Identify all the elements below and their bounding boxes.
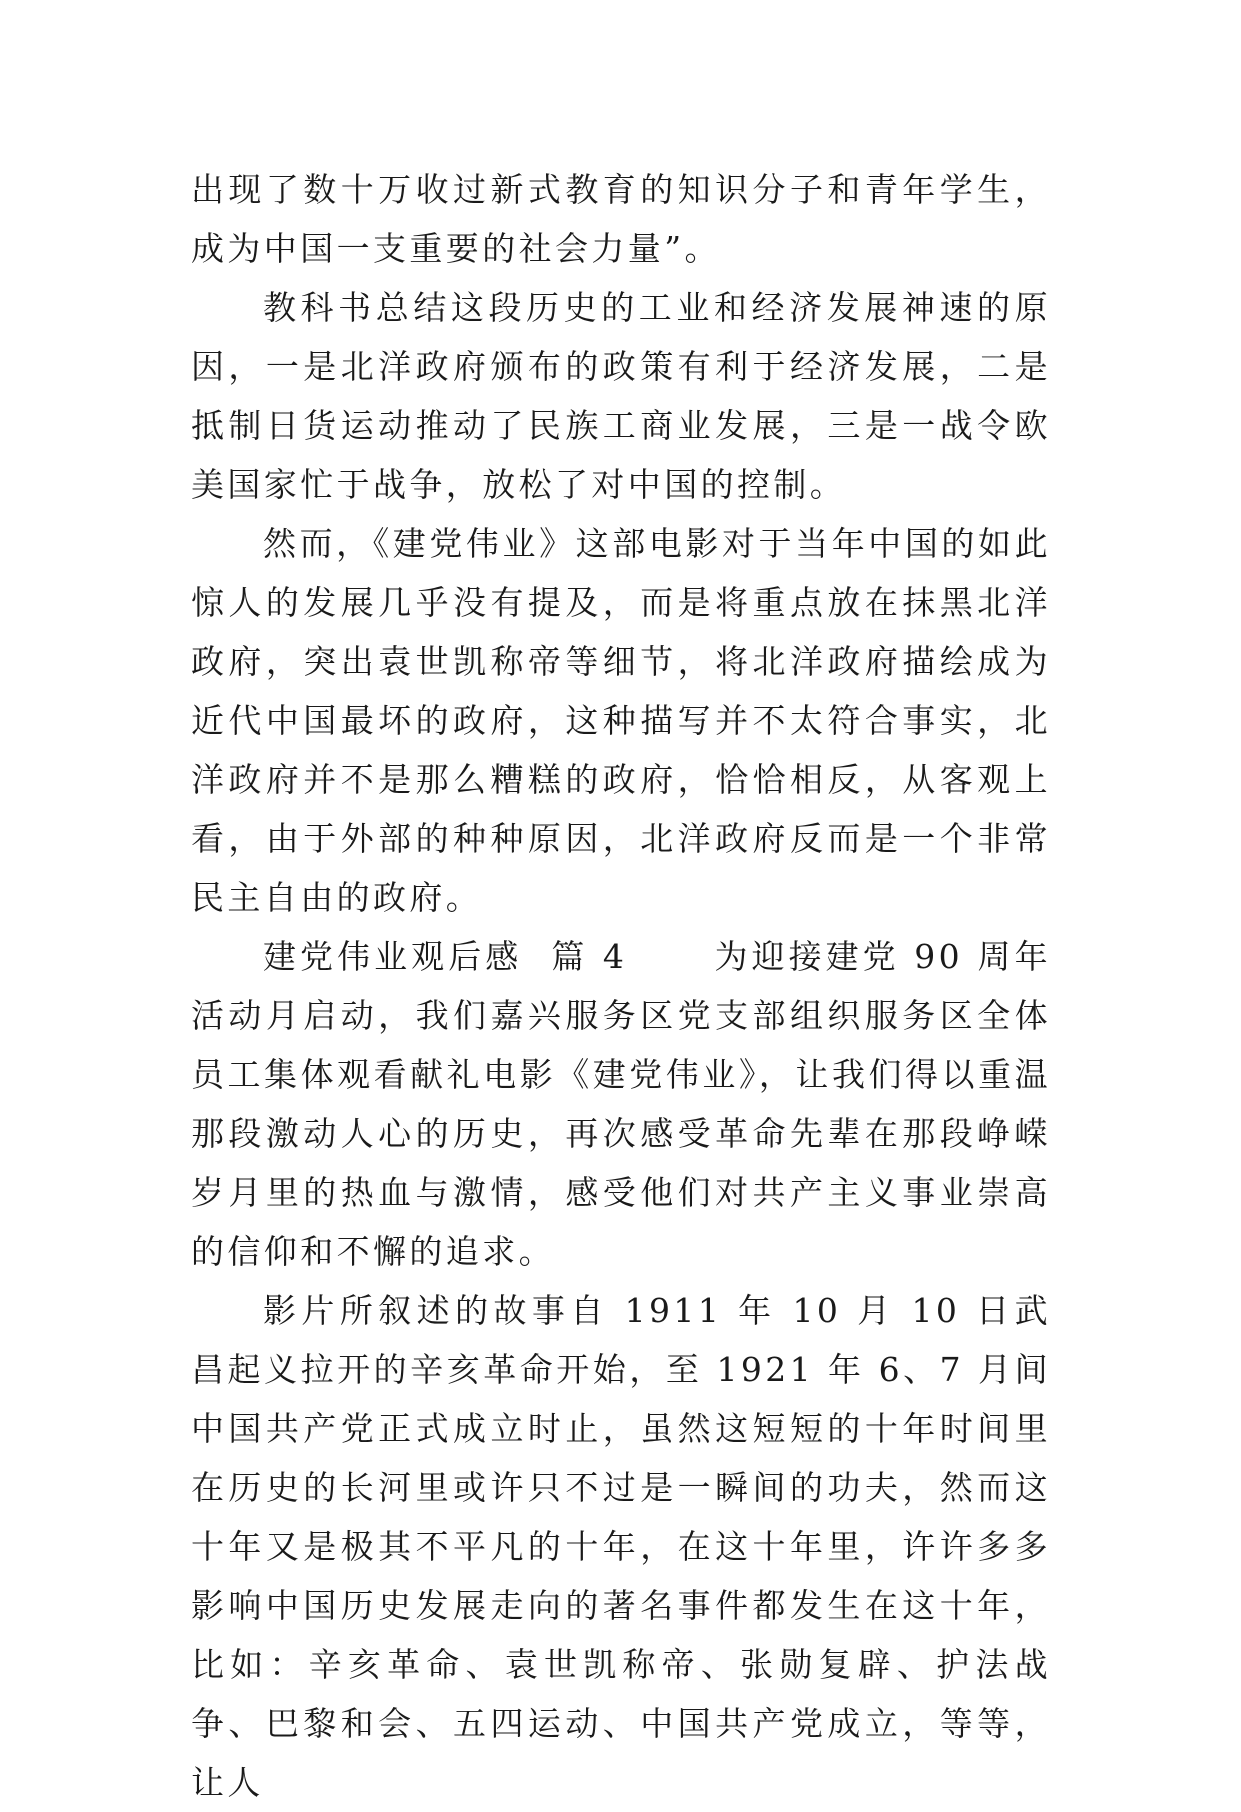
- paragraph-3: 然而，《建党伟业》这部电影对于当年中国的如此惊人的发展几乎没有提及，而是将重点放在抹黑北洋政府，突出袁世凯称帝等细节，将北洋政府描绘成为近代中国最坏的政府，这种描写并不太符合事实，北洋政府并不是那么糟糕的政府，恰恰相反，从客观上看，由于外部的种种原因，北洋政府反而是一个非常民主自由的政府。: [191, 524, 1051, 917]
- paragraph-4: 建党伟业观后感 篇 4 为迎接建党 90 周年活动月启动，我们嘉兴服务区党支部组织服务区全体员工集体观看献礼电影《建党伟业》，让我们得以重温那段激动人心的历史，再次感受革命先辈在那段峥嵘岁月里的热血与激情，感受他们对共产主义事业崇高的信仰和不懈的追求。: [191, 937, 1051, 1271]
- paragraph-1: 出现了数十万收过新式教育的知识分子和青年学生，成为中国一支重要的社会力量”。: [191, 170, 1051, 268]
- paragraph-5: 影片所叙述的故事自 1911 年 10 月 10 日武昌起义拉开的辛亥革命开始，至 1921 年 6、7 月间中国共产党正式成立时止，虽然这短短的十年时间里在历史的长河里或许只不过是一瞬间的功夫，然而这十年又是极其不平凡的十年，在这十年里，许许多多影响中国历史发展走向的著名事件都发生在这十年，比如：辛亥革命、袁世凯称帝、张勋复辟、护法战争、巴黎和会、五四运动、中国共产党成立，等等，让人: [191, 1291, 1051, 1802]
- paragraph-2: 教科书总结这段历史的工业和经济发展神速的原因，一是北洋政府颁布的政策有利于经济发展，二是抵制日货运动推动了民族工商业发展，三是一战令欧美国家忙于战争，放松了对中国的控制。: [191, 288, 1051, 504]
- document-body: [191, 160, 1051, 1812]
